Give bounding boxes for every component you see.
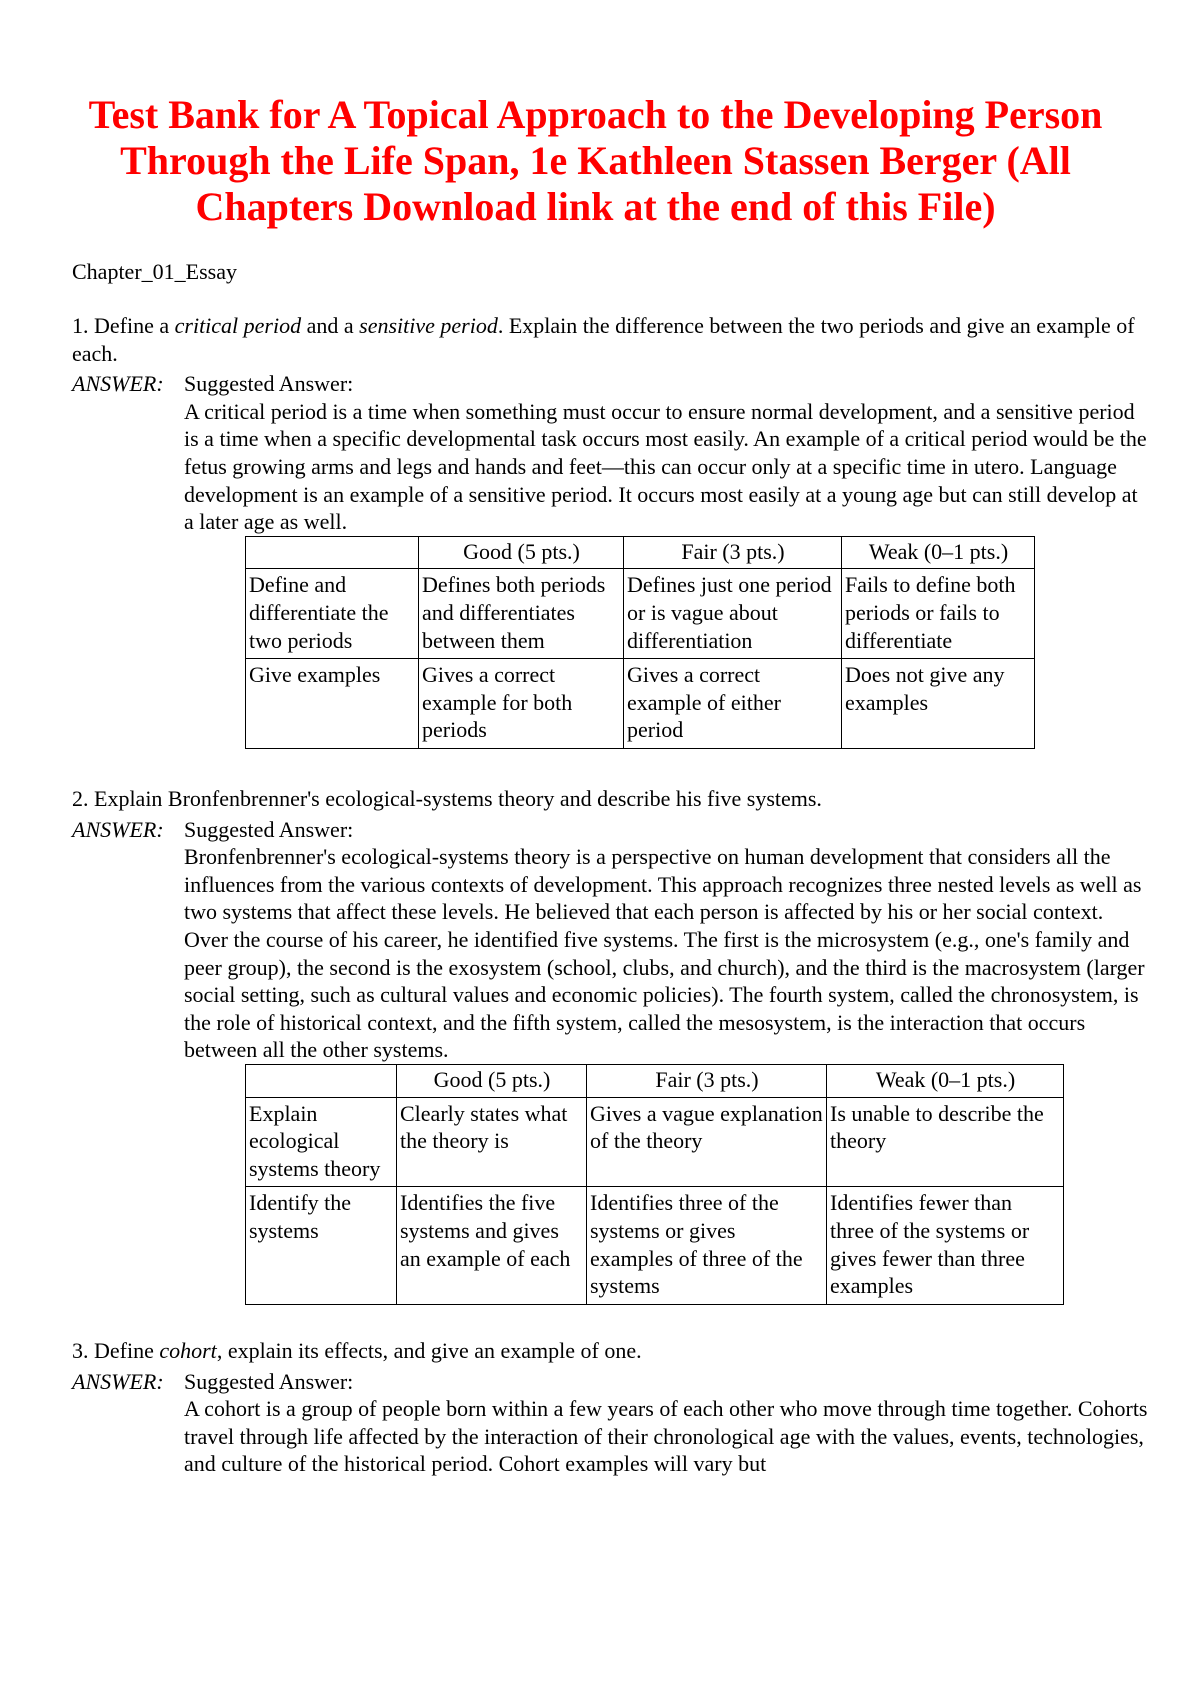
answer-label: ANSWER:: [72, 816, 164, 842]
answer-row: [72, 1368, 1152, 1396]
question-text-part: Define a: [94, 313, 175, 338]
document-title: Test Bank for A Topical Approach to the Developing Person Through the Life Span, 1e Kathleen Stassen Berger (All Chapters Download link at the end of this File): [88, 92, 1103, 229]
answer-3-body: A cohort is a group of people born within a few years of each other who move through time together. Cohorts travel through life affected by the interaction of their chronological age with the values, events, technologies, and culture of the historical period. Cohort examples will vary but: [184, 1396, 1148, 1477]
answer-label: ANSWER:: [72, 371, 164, 397]
question-number: 3.: [72, 1338, 89, 1363]
question-text-part: Explain Bronfenbrenner's ecological-systems theory and describe his five systems.: [94, 786, 822, 811]
question-text-part: . Explain the difference between the two periods and give an example of each.: [72, 313, 1135, 366]
question-2-text: [72, 785, 1152, 813]
rubric-table-2: [245, 1064, 1064, 1305]
rubric-header-fair: Fair (3 pts.): [587, 1064, 827, 1097]
question-3-text: [72, 1337, 1152, 1365]
rubric-cell: Identifies three of the systems or gives examples of three of the systems: [587, 1187, 827, 1304]
rubric-cell: Clearly states what the theory is: [397, 1097, 587, 1187]
rubric-cell: Identifies fewer than three of the systems or gives fewer than three examples: [827, 1187, 1064, 1304]
rubric-cell: Gives a vague explanation of the theory: [587, 1097, 827, 1187]
rubric-header-criteria: [246, 536, 419, 569]
question-number: 1.: [72, 313, 89, 338]
rubric-row: [246, 659, 1035, 749]
question-block-1: [72, 312, 1152, 749]
rubric-cell: Defines both periods and differentiates between them: [419, 569, 624, 659]
rubric-header-weak: Weak (0–1 pts.): [827, 1064, 1064, 1097]
rubric-header-row: [246, 1064, 1064, 1097]
question-block-3: [72, 1337, 1152, 1478]
rubric-cell: Define and differentiate the two periods: [246, 569, 419, 659]
answer-intro: Suggested Answer:: [184, 1368, 354, 1394]
rubric-cell: Identifies the five systems and gives an example of each: [397, 1187, 587, 1304]
rubric-cell: Is unable to describe the theory: [827, 1097, 1064, 1187]
answer-row: [72, 370, 1152, 398]
question-text-part: Define: [94, 1338, 160, 1363]
question-term-sensitive-period: sensitive period: [359, 313, 498, 338]
question-term-cohort: cohort: [159, 1338, 217, 1363]
question-1-text: [72, 312, 1152, 367]
answer-2-body: Bronfenbrenner's ecological-systems theory is a perspective on human development that considers all the influences from the various contexts of development. This approach recognizes three nested levels as well as two systems that affect these levels. He believed that each person is affected by his or her social context. Over the course of his career, he identified five systems. The first is the microsystem (e.g., one's family and peer group), the second is the exosystem (school, clubs, and church), and the third is the macrosystem (larger social setting, such as cultural values and economic policies). The fourth system, called the chronosystem, is the role of historical context, and the fifth system, called the mesosystem, is the interaction that occurs between all the other systems.: [184, 844, 1145, 1063]
rubric-header-row: [246, 536, 1035, 569]
rubric-header-good: Good (5 pts.): [397, 1064, 587, 1097]
answer-label: ANSWER:: [72, 1368, 164, 1394]
answer-intro: Suggested Answer:: [184, 371, 354, 397]
question-text-part: , explain its effects, and give an example of one.: [216, 1338, 642, 1363]
answer-intro: Suggested Answer:: [184, 816, 354, 842]
rubric-cell: Fails to define both periods or fails to differentiate: [842, 569, 1035, 659]
rubric-header-criteria: [246, 1064, 397, 1097]
question-term-critical-period: critical period: [174, 313, 302, 338]
rubric-table-1: [245, 536, 1035, 749]
answer-row: [72, 816, 1152, 844]
rubric-cell: Gives a correct example of either period: [624, 659, 842, 749]
question-text-part: and a: [301, 313, 360, 338]
question-number: 2.: [72, 786, 89, 811]
rubric-cell: Explain ecological systems theory: [246, 1097, 397, 1187]
rubric-header-good: Good (5 pts.): [419, 536, 624, 569]
rubric-header-fair: Fair (3 pts.): [624, 536, 842, 569]
rubric-cell: Give examples: [246, 659, 419, 749]
rubric-row: [246, 1187, 1064, 1304]
chapter-label: Chapter_01_Essay: [72, 259, 237, 284]
rubric-row: [246, 1097, 1064, 1187]
rubric-row: [246, 569, 1035, 659]
rubric-cell: Defines just one period or is vague about differentiation: [624, 569, 842, 659]
rubric-cell: Does not give any examples: [842, 659, 1035, 749]
rubric-header-weak: Weak (0–1 pts.): [842, 536, 1035, 569]
rubric-cell: Gives a correct example for both periods: [419, 659, 624, 749]
question-block-2: [72, 785, 1152, 1305]
answer-1-body: A critical period is a time when something must occur to ensure normal development, and a sensitive period is a time when a specific developmental task occurs most easily. An example of a critical period would be the fetus growing arms and legs and hands and feet—this can occur only at a specific time in utero. Language development is an example of a sensitive period. It occurs most easily at a young age but can still develop at a later age as well.: [184, 398, 1147, 535]
rubric-cell: Identify the systems: [246, 1187, 397, 1304]
